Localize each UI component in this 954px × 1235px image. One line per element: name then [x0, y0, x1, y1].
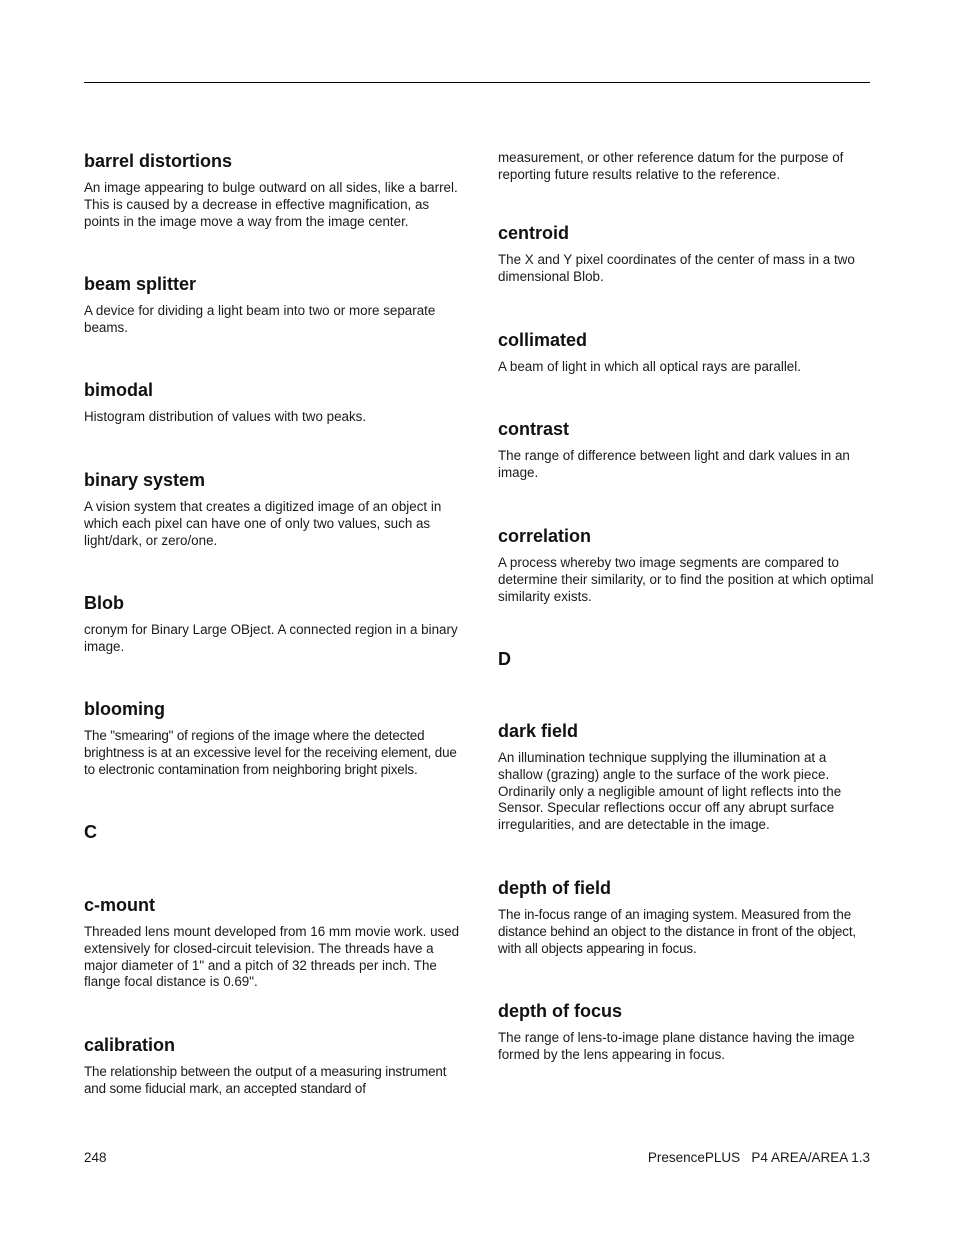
section-letter-d	[498, 648, 874, 670]
term-heading: beam splitter	[84, 274, 197, 294]
term-definition: The X and Y pixel coordinates of the center of mass in a two dimensional Blob.	[498, 252, 855, 284]
term-heading: blooming	[84, 699, 165, 719]
term-definition: The in-focus range of an imaging system. Measured from the distance behind an object to the distance in front of the object, with all objects appearing in focus.	[498, 907, 856, 956]
term-definition: The "smearing" of regions of the image where the detected brightness is at an excessive level for the receiving element, due to electronic contamination from neighboring bright pixels.	[84, 728, 457, 777]
term-heading: correlation	[498, 526, 592, 546]
section-letter: D	[498, 649, 511, 669]
term-heading: centroid	[498, 223, 570, 243]
term-definition: A device for dividing a light beam into two or more separate beams.	[84, 303, 436, 335]
entry-calibration-continued	[498, 150, 874, 184]
term-definition: The range of difference between light and dark values in an image.	[498, 448, 850, 480]
term-definition: An image appearing to bulge outward on all sides, like a barrel. This is caused by a decrease in effective magnification, as points in the image move a way from the image center.	[84, 180, 458, 229]
entry-depth-of-field	[498, 877, 874, 957]
term-definition-continued: measurement, or other reference datum for the purpose of reporting future results relative to the reference.	[498, 150, 844, 182]
page-number: 248	[84, 1150, 107, 1165]
entry-bimodal	[84, 379, 464, 426]
entry-barrel-distortions	[84, 150, 464, 230]
term-heading: barrel distortions	[84, 151, 233, 171]
section-letter: C	[84, 822, 97, 842]
entry-contrast	[498, 418, 874, 482]
entry-beam-splitter	[84, 273, 464, 337]
term-heading: depth of field	[498, 878, 611, 898]
term-heading: calibration	[84, 1035, 176, 1055]
entry-blooming	[84, 698, 464, 778]
document-title: PresencePLUS P4 AREA/AREA 1.3	[647, 1150, 870, 1165]
term-heading: bimodal	[84, 380, 154, 400]
term-heading: collimated	[498, 330, 588, 350]
term-heading: Blob	[84, 593, 124, 613]
term-definition: A beam of light in which all optical rays are parallel.	[498, 359, 801, 374]
entry-centroid	[498, 222, 874, 286]
term-definition: The range of lens-to-image plane distance having the image formed by the lens appearing in focus.	[498, 1030, 855, 1062]
entry-c-mount	[84, 894, 464, 991]
term-definition: Histogram distribution of values with two peaks.	[84, 409, 367, 424]
term-definition: cronym for Binary Large OBject. A connected region in a binary image.	[84, 622, 458, 654]
term-definition: An illumination technique supplying the illumination at a shallow (grazing) angle to the surface of the work piece. Ordinarily only a negligible amount of light reflects into the Sensor. Specular reflections occur off any abrupt surface irregularities, and are detectable in the image.	[498, 750, 842, 833]
term-definition: A vision system that creates a digitized image of an object in which each pixel can have one of only two values, such as light/dark, or zero/one.	[84, 499, 442, 548]
term-definition: A process whereby two image segments are compared to determine their similarity, or to find the position at which optimal similarity exists.	[498, 555, 874, 604]
entry-depth-of-focus	[498, 1000, 874, 1064]
entry-dark-field	[498, 720, 874, 834]
term-definition: The relationship between the output of a measuring instrument and some fiducial mark, an accepted standard of	[84, 1064, 447, 1096]
entry-correlation	[498, 525, 874, 605]
term-heading: contrast	[498, 419, 570, 439]
term-heading: binary system	[84, 470, 206, 490]
term-heading: depth of focus	[498, 1001, 622, 1021]
entry-binary-system	[84, 469, 464, 549]
section-letter-c	[84, 821, 464, 843]
header-rule	[84, 82, 870, 83]
entry-collimated	[498, 329, 874, 376]
term-heading: dark field	[498, 721, 579, 741]
term-definition: Threaded lens mount developed from 16 mm movie work. used extensively for closed-circuit television. The threads have a major diameter of 1" and a pitch of 32 threads per inch. The flange focal distance is 0.69".	[84, 924, 460, 990]
entry-blob	[84, 592, 464, 656]
entry-calibration	[84, 1034, 464, 1098]
term-heading: c-mount	[84, 895, 155, 915]
